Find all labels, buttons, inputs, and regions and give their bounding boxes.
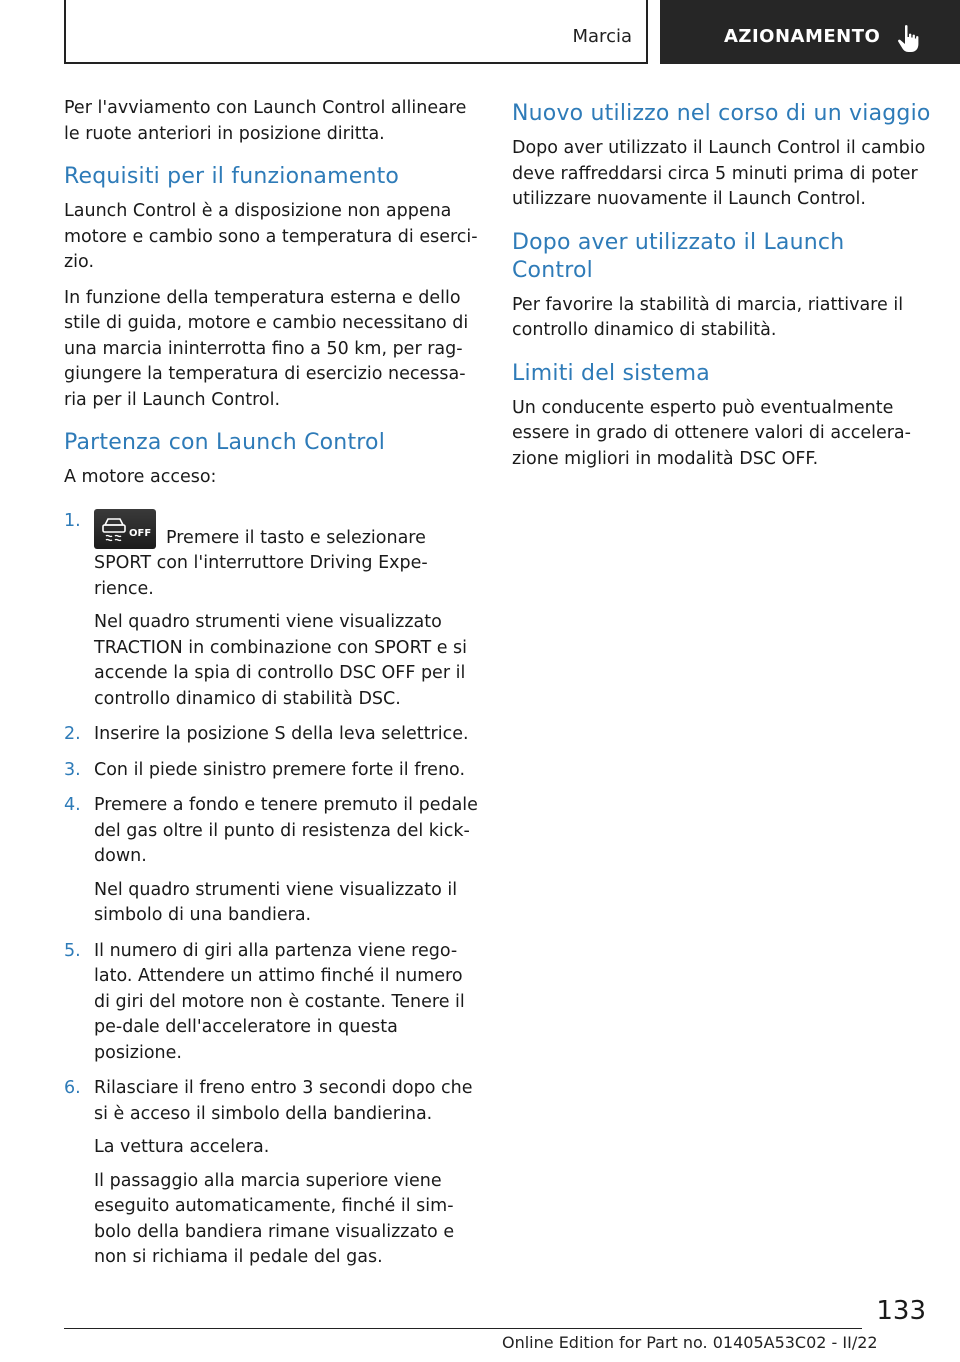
right-column — [512, 96, 932, 482]
after-use-paragraph: Per favorire la stabilità di marcia, riattivare il controllo dinamico di stabilità. — [512, 294, 904, 340]
reuse-paragraph: Dopo aver utilizzato il Launch Control il cambio deve raffreddarsi circa 5 minuti prima di poter utilizzare nuovamente il Launch Control. — [512, 138, 926, 209]
page-number: 133 — [876, 1296, 926, 1326]
step-number: 3. — [64, 759, 81, 780]
step-1 — [64, 509, 480, 713]
step-6-text: Rilasciare il freno entro 3 secondi dopo che si è acceso il simbolo della bandierina. — [94, 1078, 473, 1124]
step-1-text: Premere il tasto e selezionare SPORT con l'interruttore Driving Expe-rience. — [94, 527, 428, 599]
step-6-note-2: Il passaggio alla marcia superiore viene eseguito automaticamente, finché il sim-bolo della bandiera rimane visualizzato e non si richiama il pedale del gas. — [94, 1170, 455, 1267]
requirements-paragraph-2: In funzione della temperatura esterna e dello stile di guida, motore e cambio necessitano di una marcia ininterrotta fino a 50 km, per rag-giungere la temperatura di esercizio necessa-ria per il Launch Control. — [64, 287, 469, 410]
launch-start-intro: A motore acceso: — [64, 467, 217, 487]
step-4 — [64, 793, 480, 929]
step-5-text: Il numero di giri alla partenza viene rego-lato. Attendere un attimo finché il numero di giri del motore non è costante. Tenere il pe-dale dell'acceleratore in questa posizione. — [94, 940, 465, 1063]
hand-pointer-icon — [896, 24, 922, 54]
step-2 — [64, 722, 480, 748]
heading-requirements: Requisiti per il funzionamento — [64, 164, 400, 189]
system-limits-paragraph: Un conducente esperto può eventualmente essere in grado di ottenere valori di accelera-zione migliori in modalità DSC OFF. — [512, 397, 911, 469]
heading-launch-start: Partenza con Launch Control — [64, 430, 386, 455]
step-6 — [64, 1076, 480, 1271]
step-5 — [64, 939, 480, 1067]
left-column — [64, 96, 480, 1281]
chapter-title: AZIONAMENTO — [724, 26, 881, 47]
heading-after-use: Dopo aver utilizzato il Launch Control — [512, 229, 845, 283]
running-header-chapter — [660, 0, 960, 64]
heading-reuse: Nuovo utilizzo nel corso di un viaggio — [512, 101, 931, 126]
step-1-note: Nel quadro strumenti viene visualizzato TRACTION in combinazione con SPORT e si accende la spia di controllo DSC OFF per il controllo dinamico di stabilità DSC. — [94, 612, 468, 709]
step-number: 4. — [64, 795, 81, 815]
dsc-off-label: OFF — [129, 527, 152, 539]
step-number: 2. — [64, 724, 81, 744]
requirements-paragraph-1: Launch Control è a disposizione non appena motore e cambio sono a temperatura di eserci-zio. — [64, 201, 478, 272]
dsc-off-button-icon — [94, 509, 156, 549]
step-number: 5. — [64, 940, 81, 961]
step-number: 6. — [64, 1078, 81, 1098]
step-2-text: Inserire la posizione S della leva selettrice. — [94, 724, 469, 744]
heading-system-limits: Limiti del sistema — [512, 360, 710, 386]
launch-steps-list — [64, 509, 480, 1271]
step-4-text: Premere a fondo e tenere premuto il pedale del gas oltre il punto di resistenza del kick-down. — [94, 795, 478, 866]
section-title: Marcia — [572, 26, 632, 47]
edition-note: Online Edition for Part no. 01405A53C02 - II/22 — [502, 1333, 878, 1352]
running-header-left — [64, 0, 648, 64]
footer-divider — [64, 1328, 862, 1329]
step-6-note-1: La vettura accelera. — [94, 1137, 270, 1157]
step-3 — [64, 758, 480, 784]
intro-paragraph: Per l'avviamento con Launch Control allineare le ruote anteriori in posizione diritta. — [64, 98, 467, 144]
step-4-note: Nel quadro strumenti viene visualizzato il simbolo di una bandiera. — [94, 879, 458, 925]
step-number: 1. — [64, 510, 81, 531]
step-3-text: Con il piede sinistro premere forte il freno. — [94, 759, 466, 780]
